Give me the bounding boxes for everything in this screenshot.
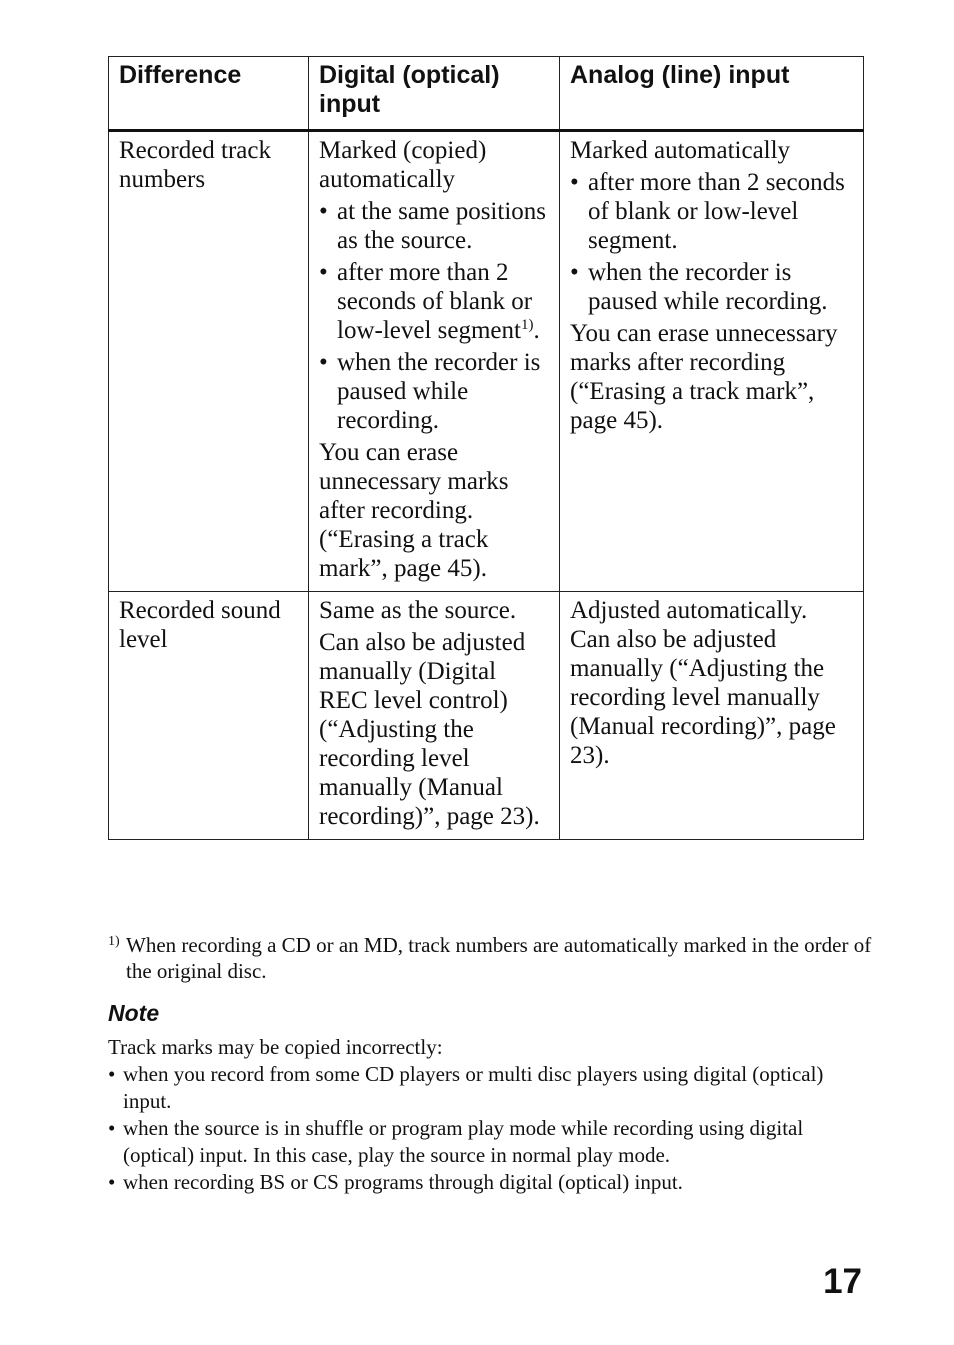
cell-difference: Recorded track numbers (109, 131, 309, 592)
cell-analog-sound-level: Adjusted automatically. Can also be adjusted manually (“Adjusting the recording level manually (Manual recording)”, page 23). (560, 592, 864, 840)
cell-digital-sound-level (309, 592, 560, 840)
table-row-track-numbers (109, 131, 864, 592)
cell-line: Same as the source. (319, 597, 517, 624)
table-row-sound-level (109, 592, 864, 840)
bullet-list (570, 168, 853, 316)
note-list (108, 1061, 868, 1196)
bullet-icon: • (108, 1062, 116, 1086)
header-difference: Difference (109, 57, 309, 131)
list-item: • when the recorder is paused while recording. (319, 349, 541, 434)
list-item: • after more than 2 seconds of blank or low-level segment$^{1)}$. (319, 259, 540, 344)
footnote-text: When recording a CD or an MD, track numbers are automatically marked in the order of the original disc. (126, 933, 872, 983)
list-item: • when the source is in shuffle or program play mode while recording using digital (optical) input. In this case, play the source in normal play mode. (108, 1116, 804, 1167)
cell-intro: Marked automatically (570, 137, 791, 164)
bullet-icon: • (319, 349, 328, 376)
header-analog-input: Analog (line) input (560, 57, 864, 131)
cell-analog-track-numbers (560, 131, 864, 592)
footnote-reference: 1) (520, 317, 534, 333)
cell-line: Can also be adjusted manually (Digital REC level control) (“Adjusting the recording level manually (Manual recording)”, page 23). (319, 629, 540, 830)
table-header-row (109, 57, 864, 131)
list-item: • when you record from some CD players or multi disc players using digital (optical) input. (108, 1062, 824, 1113)
cell-outro: You can erase unnecessary marks after recording (“Erasing a track mark”, page 45). (570, 320, 838, 434)
cell-outro: You can erase unnecessary marks after recording. (“Erasing a track mark”, page 45). (319, 439, 509, 582)
list-item: • after more than 2 seconds of blank or low-level segment. (570, 169, 845, 254)
footnote-mark: 1) (108, 934, 120, 949)
bullet-icon: • (570, 169, 579, 196)
bullet-icon: • (108, 1116, 116, 1140)
footnote (108, 932, 886, 984)
header-digital-input: Digital (optical) input (309, 57, 560, 131)
cell-digital-track-numbers (309, 131, 560, 592)
cell-difference: Recorded sound level (109, 592, 309, 840)
list-item: • at the same positions as the source. (319, 198, 546, 254)
bullet-list (319, 197, 549, 435)
bullet-icon: • (108, 1170, 116, 1194)
bullet-icon: • (319, 198, 328, 225)
note-heading: Note (108, 1000, 160, 1026)
list-item: • when recording BS or CS programs through digital (optical) input. (108, 1170, 683, 1194)
bullet-icon: • (319, 259, 328, 286)
page-number: 17 (823, 1262, 862, 1301)
input-comparison-table (108, 56, 864, 840)
note-intro: Track marks may be copied incorrectly: (108, 1035, 443, 1059)
note-body (108, 1034, 868, 1196)
cell-intro: Marked (copied) automatically (319, 137, 487, 193)
list-item: • when the recorder is paused while recording. (570, 259, 828, 315)
bullet-icon: • (570, 259, 579, 286)
